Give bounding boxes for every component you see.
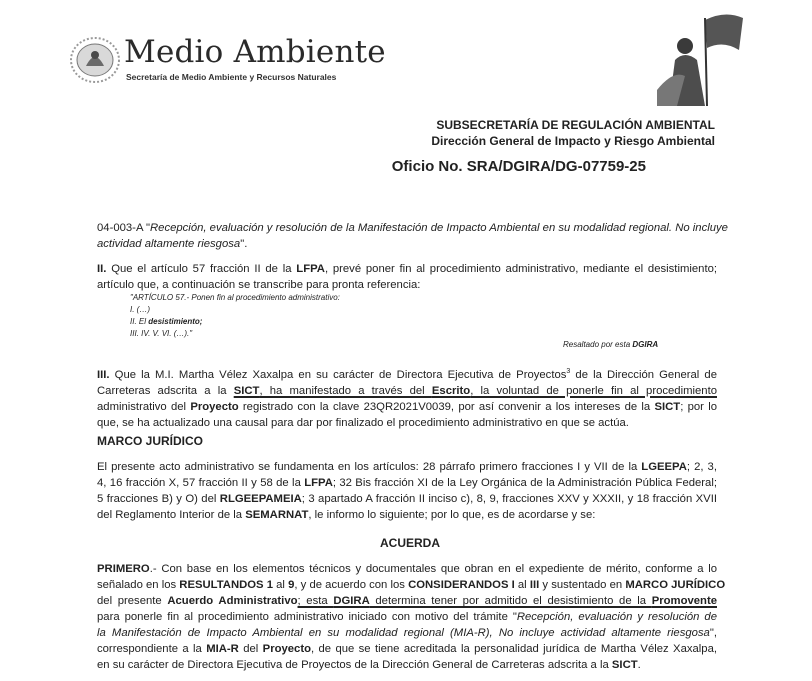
section-3-paragraph: III. Que la M.I. Martha Vélez Xaxalpa en su carácter de Directora Ejecutiva de Proyectos$^3$ de la Dirección General de Carreteras adscrita a la SICT, ha manifestado a través del Escrito, la voluntad de ponerle fin al procedimiento administrativo del Proyecto registrado con la clave 23QR2021V0039, por así convenir a los intereses de la SICT; por lo que, se ha actualizado una causal para dar por finalizado el procedimiento administrativo en que se actúa. [97, 368, 717, 429]
brand-title: Medio Ambiente [124, 34, 386, 70]
acuerda-heading: ACUERDA [380, 536, 440, 550]
footnote-ref: 3 [566, 368, 571, 375]
section-3-num: III. [97, 368, 110, 381]
intro-title-l2: actividad altamente riesgosa [97, 238, 241, 250]
quote-line: "ARTÍCULO 57.- Ponen fin al procedimiento administrativo: [130, 293, 340, 302]
s2-lfpa: LFPA [296, 263, 325, 275]
oficio-number: Oficio No. SRA/DGIRA/DG-07759-25 [391, 158, 646, 175]
intro-close: ". [240, 238, 248, 250]
s2-text: , prevé poner fin al procedimiento administrativo, mediante el desistimiento; [324, 263, 717, 275]
direccion-heading: Dirección General de Impacto y Riesgo Ambiental [431, 134, 715, 148]
section-2-num: II. [97, 263, 107, 275]
marco-juridico-heading: MARCO JURÍDICO [97, 434, 204, 448]
s2-text: artículo que, a continuación se transcribe para pronta referencia: [97, 279, 421, 291]
marco-paragraph: El presente acto administrativo se fundamenta en los artículos: 28 párrafo primero fracciones I y VII de la LGEEPA; 2, 3, 4, 16 fracción X, 57 fracción II y 58 de la LFPA; 32 Bis fracción XI de la Ley Orgánica de la Administración Pública Federal; 5 fracciones B) y O) del RLGEEPAMEIA; 3 apartado A fracción II inciso c), 8, 9, fracciones XXV y XXXII, y 18 fracción XVII del Reglamento Interior de la SEMARNAT, le informo lo siguiente; por lo que, es de acordarse y se: [97, 461, 717, 521]
acuerda-paragraph: PRIMERO.- Con base en los elementos técnicos y documentales que obran en el expediente de mérito, conforme a lo señalado en los RESULTANDOS 1 al 9, y de acuerdo con los CONSIDERANDOS I al III y sustentado en MARCO JURÍDICO del presente Acuerdo Administrativo; esta DGIRA determina tener por admitido el desistimiento de la Promovente para ponerle fin al procedimiento administrativo iniciado con motivo del trámite "Recepción, evaluación y resolución de la Manifestación de Impacto Ambiental en su modalidad regional (MIA-R), No incluye actividad altamente riesgosa", correspondiente a la MIA-R del Proyecto, de que se tiene acreditada la personalidad jurídica de Martha Vélez Xaxalpa, en su carácter de Directora Ejecutiva de Proyectos de la Dirección General de Carreteras adscrita a la SICT. [97, 563, 726, 671]
patria-emblem-icon [655, 10, 747, 106]
quote-desistimiento: desistimiento; [148, 317, 203, 326]
intro-code: 04-003-A " [97, 222, 150, 234]
quote-line: II. El desistimiento; [130, 317, 203, 326]
quote-block [130, 292, 340, 340]
mexico-seal-icon [68, 36, 122, 84]
s2-text: Que el artículo 57 fracción II de la [106, 263, 297, 275]
intro-paragraph [97, 220, 728, 252]
subsecretaria-heading: SUBSECRETARÍA DE REGULACIÓN AMBIENTAL [436, 118, 715, 132]
resaltado-note: Resaltado por esta DGIRA [563, 340, 659, 349]
brand-subtitle: Secretaría de Medio Ambiente y Recursos Naturales [126, 72, 337, 82]
quote-line: III. IV. V. VI. (…)." [130, 329, 193, 338]
section-2-paragraph [97, 261, 717, 293]
intro-title-l1: Recepción, evaluación y resolución de la Manifestación de Impacto Ambiental en su modalidad regional. No incluye [150, 222, 728, 234]
quote-line: I. (…) [130, 305, 150, 314]
